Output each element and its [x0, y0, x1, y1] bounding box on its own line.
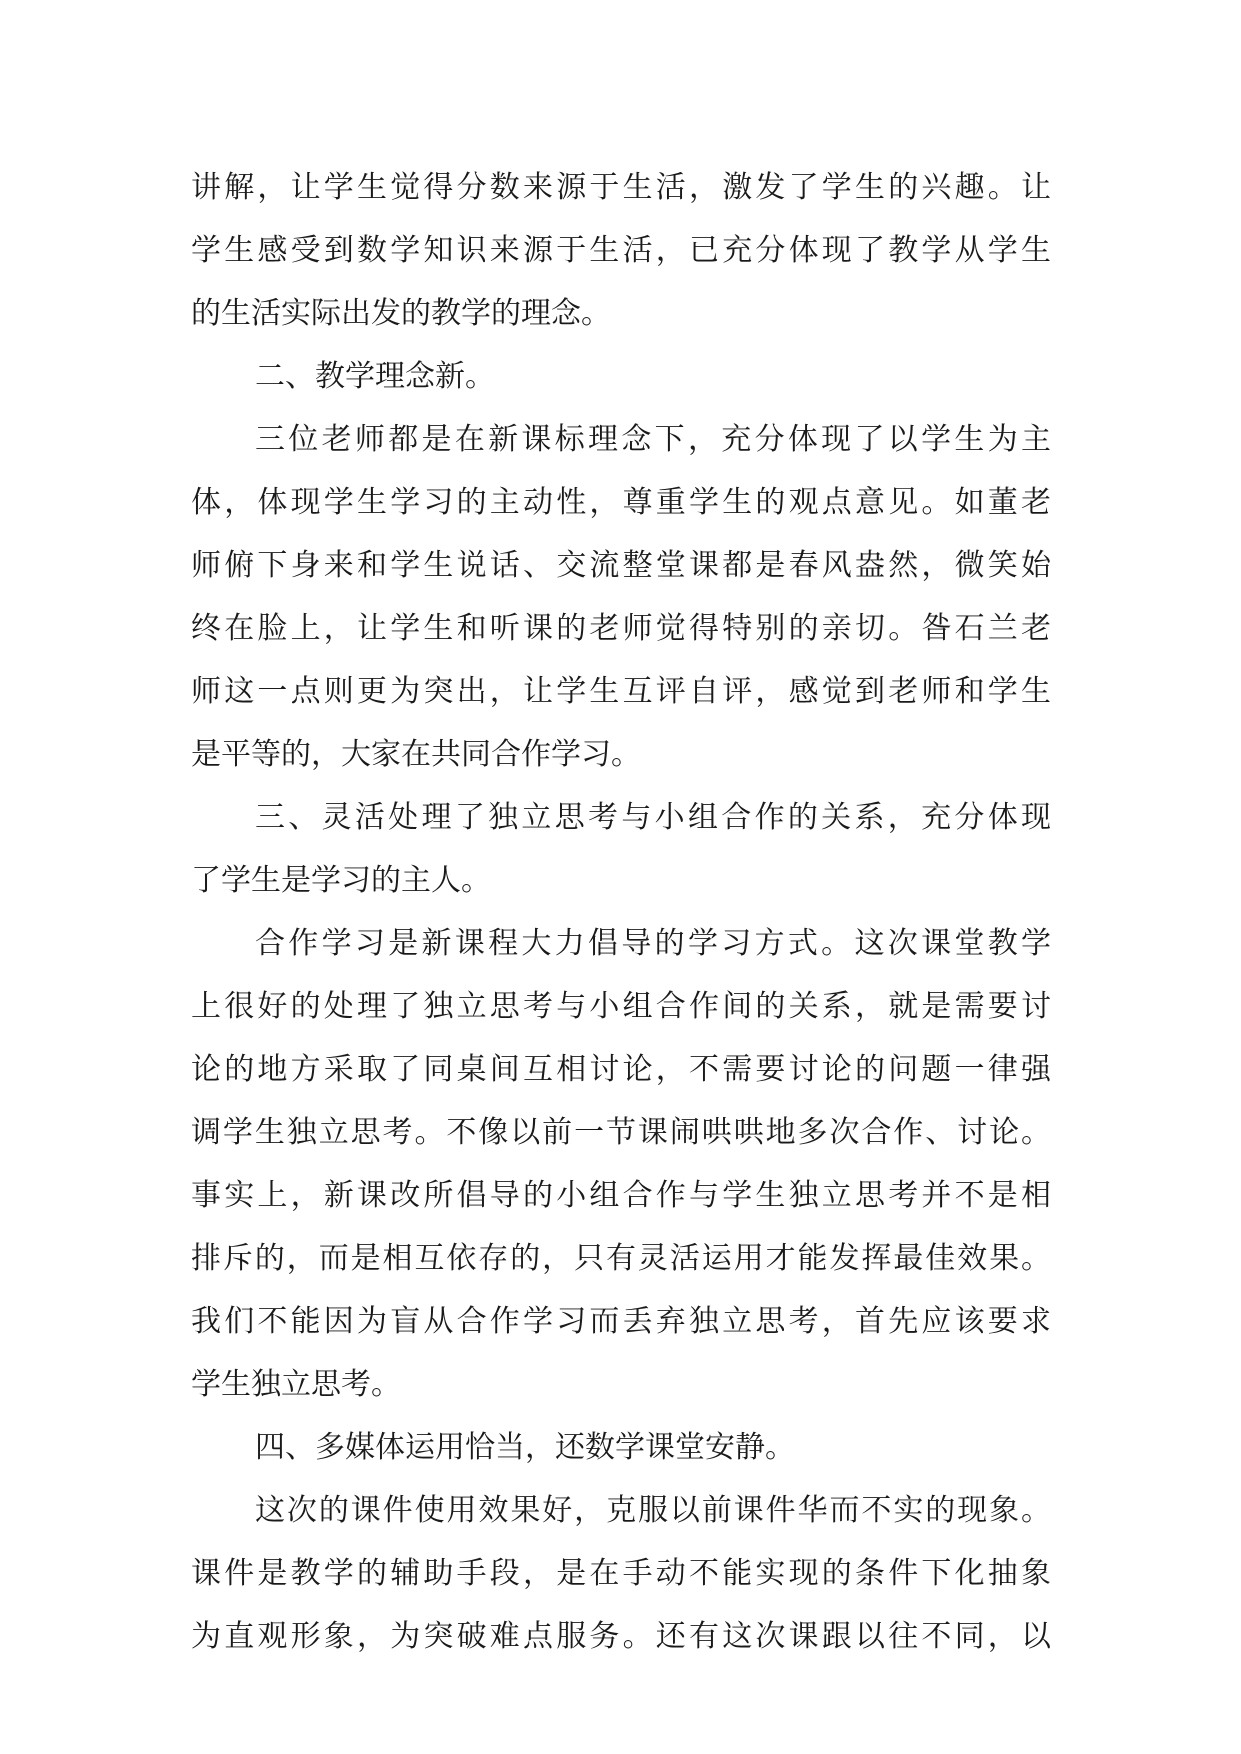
text-line: 事实上，新课改所倡导的小组合作与学生独立思考并不是相 — [191, 1178, 1051, 1213]
text-line: 我们不能因为盲从合作学习而丢弃独立思考，首先应该要求 — [191, 1304, 1051, 1339]
text-line: 是平等的，大家在共同合作学习。 — [191, 737, 641, 772]
text-line: 终在脸上，让学生和听课的老师觉得特别的亲切。昝石兰老 — [191, 611, 1051, 646]
text-line: 合作学习是新课程大力倡导的学习方式。这次课堂教学 — [255, 926, 1051, 961]
text-line: 四、多媒体运用恰当，还数学课堂安静。 — [255, 1430, 795, 1465]
text-line: 师俯下身来和学生说话、交流整堂课都是春风盎然，微笑始 — [191, 548, 1051, 583]
text-line: 三位老师都是在新课标理念下，充分体现了以学生为主 — [255, 422, 1051, 457]
text-line: 上很好的处理了独立思考与小组合作间的关系，就是需要讨 — [191, 989, 1051, 1024]
text-line: 课件是教学的辅助手段，是在手动不能实现的条件下化抽象 — [191, 1556, 1051, 1591]
text-line: 二、教学理念新。 — [255, 359, 495, 394]
text-line: 三、灵活处理了独立思考与小组合作的关系，充分体现 — [255, 800, 1051, 835]
text-line: 体，体现学生学习的主动性，尊重学生的观点意见。如董老 — [191, 485, 1051, 520]
text-line: 学生感受到数学知识来源于生活，已充分体现了教学从学生 — [191, 233, 1051, 268]
text-line: 排斥的，而是相互依存的，只有灵活运用才能发挥最佳效果。 — [191, 1241, 1051, 1276]
text-line: 为直观形象，为突破难点服务。还有这次课跟以往不同，以 — [191, 1619, 1051, 1654]
text-line: 论的地方采取了同桌间互相讨论，不需要讨论的问题一律强 — [191, 1052, 1051, 1087]
text-line: 调学生独立思考。不像以前一节课闹哄哄地多次合作、讨论。 — [191, 1115, 1051, 1150]
text-line: 的生活实际出发的教学的理念。 — [191, 296, 611, 331]
text-line: 学生独立思考。 — [191, 1367, 401, 1402]
text-line: 讲解，让学生觉得分数来源于生活，激发了学生的兴趣。让 — [191, 170, 1051, 205]
document-body — [191, 156, 1051, 1668]
text-line: 了学生是学习的主人。 — [191, 863, 491, 898]
text-line: 师这一点则更为突出，让学生互评自评，感觉到老师和学生 — [191, 674, 1051, 709]
text-line: 这次的课件使用效果好，克服以前课件华而不实的现象。 — [255, 1493, 1051, 1528]
